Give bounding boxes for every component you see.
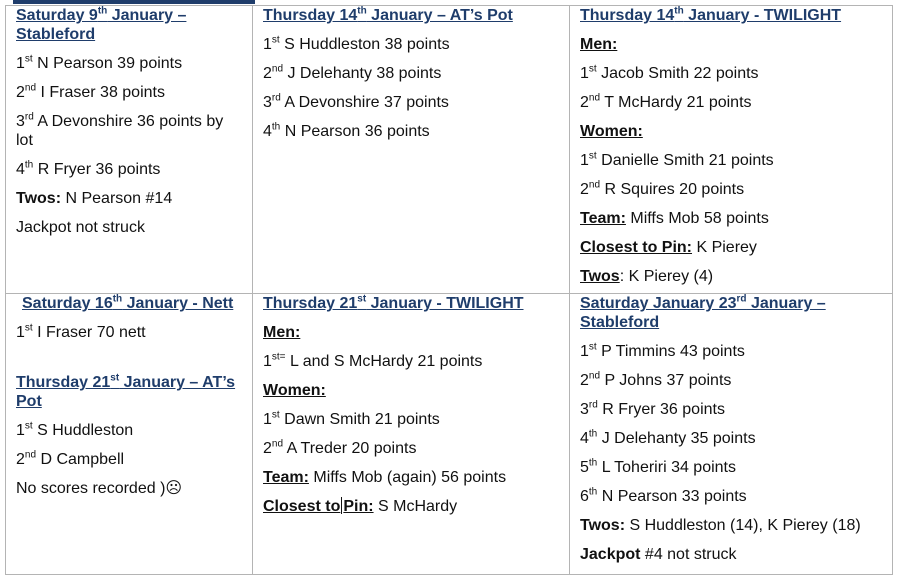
result-line: 2nd A Treder 20 points <box>263 438 417 457</box>
spacer <box>16 342 246 361</box>
men-heading: Men: <box>263 324 301 341</box>
event-title: Thursday 21st January - TWILIGHT <box>263 293 524 312</box>
note-line: No scores recorded )☹ <box>16 480 183 497</box>
result-line: 3rd A Devonshire 37 points <box>263 92 449 111</box>
result-line: 1st Danielle Smith 21 points <box>580 150 774 169</box>
cell-saturday-9-january <box>6 6 253 294</box>
result-line: 4th N Pearson 36 points <box>263 121 430 140</box>
event-title: Saturday January 23rd January – Stableford <box>580 293 826 331</box>
twos-line: Twos: S Huddleston (14), K Pierey (18) <box>580 517 861 534</box>
result-line: 1st N Pearson 39 points <box>16 53 183 72</box>
result-line: 1st P Timmins 43 points <box>580 341 745 360</box>
twos-line: Twos: K Pierey (4) <box>580 268 714 285</box>
result-line: 2nd J Delehanty 38 points <box>263 63 442 82</box>
event-title: Thursday 14th January - TWILIGHT <box>580 5 842 24</box>
jackpot-line: Jackpot #4 not struck <box>580 546 737 563</box>
results-row-2 <box>6 294 893 575</box>
result-line: 4th J Delehanty 35 points <box>580 428 756 447</box>
cell-thursday-21-january-twilight <box>253 294 570 575</box>
result-line: 1st S Huddleston 38 points <box>263 34 450 53</box>
team-line: Team: Miffs Mob 58 points <box>580 210 769 227</box>
result-line: 2nd D Campbell <box>16 449 125 468</box>
result-line: 3rd A Devonshire 36 points by lot <box>16 111 224 149</box>
cell-thursday-14-january-twilight <box>570 6 893 294</box>
result-line: 4th R Fryer 36 points <box>16 159 161 178</box>
result-line: 2nd R Squires 20 points <box>580 179 745 198</box>
result-line: 1st I Fraser 70 nett <box>16 322 146 341</box>
jackpot-line: Jackpot not struck <box>16 219 145 236</box>
cell-saturday-16-january-nett <box>6 294 253 575</box>
event-title: Saturday 9th January – Stableford <box>16 5 187 43</box>
result-line: 1st Jacob Smith 22 points <box>580 63 759 82</box>
team-line: Team: Miffs Mob (again) 56 points <box>263 469 507 486</box>
result-line: $1^{st=}$ L and S McHardy 21 points <box>263 351 483 370</box>
women-heading: Women: <box>263 382 326 399</box>
closest-to-pin-line: Closest to Pin: K Pierey <box>580 239 757 256</box>
result-line: 1st S Huddleston <box>16 420 134 439</box>
header-accent-bar <box>13 0 255 4</box>
cell-thursday-14-january-ats-pot <box>253 6 570 294</box>
men-heading: Men: <box>580 36 618 53</box>
result-line: 3rd R Fryer 36 points <box>580 399 725 418</box>
result-line: 2nd I Fraser 38 points <box>16 82 165 101</box>
results-row-1 <box>6 6 893 294</box>
women-heading: Women: <box>580 123 643 140</box>
result-line: 5th L Toheriri 34 points <box>580 457 736 476</box>
twos-line: Twos: N Pearson #14 <box>16 190 173 207</box>
event-title: Thursday 21st January – AT’s Pot <box>16 372 236 410</box>
result-line: 6th N Pearson 33 points <box>580 486 747 505</box>
event-title: Thursday 14th January – AT’s Pot <box>263 5 513 24</box>
result-line: 2nd T McHardy 21 points <box>580 92 752 111</box>
result-line: 1st Dawn Smith 21 points <box>263 409 440 428</box>
event-title: Saturday 16th January - Nett <box>22 293 234 312</box>
result-line: 2nd P Johns 37 points <box>580 370 732 389</box>
results-table <box>5 5 893 575</box>
cell-saturday-january-23-stableford <box>570 294 893 575</box>
closest-to-pin-line: Closest to Pin: S McHardy <box>263 498 458 515</box>
